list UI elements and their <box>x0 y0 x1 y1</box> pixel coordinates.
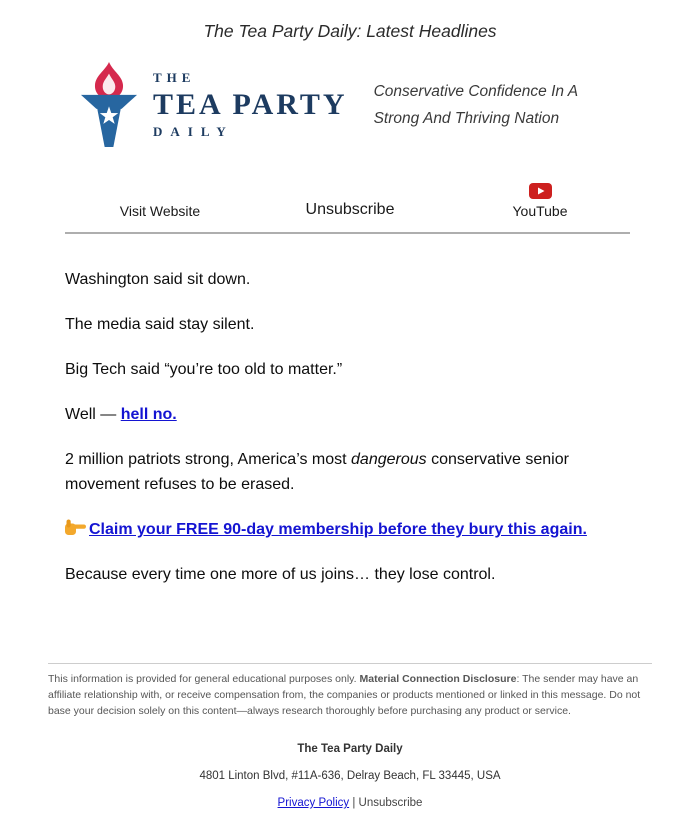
company-name: The Tea Party Daily <box>297 743 403 755</box>
nav-col-unsubscribe <box>255 201 445 219</box>
header <box>80 60 700 149</box>
logo-word-the: THE <box>153 69 196 85</box>
claim-membership-link[interactable]: Claim your FREE 90-day membership before they bury this again. <box>89 521 587 538</box>
tagline <box>374 78 578 132</box>
patriots-text-end: conservative senior movement refuses to be erased. <box>65 451 569 493</box>
logo <box>80 60 348 149</box>
patriots-text-start: 2 million patriots strong, America’s most <box>65 451 352 468</box>
youtube-icon[interactable] <box>529 183 552 199</box>
pointing-finger-icon <box>65 519 86 536</box>
torch-logo-icon <box>80 60 138 149</box>
paragraph-control: Because every time one more of us joins… they lose control. <box>65 566 496 583</box>
visit-website-link[interactable]: Visit Website <box>119 203 201 219</box>
tagline-line-2: Strong And Thriving Nation <box>373 109 560 127</box>
disclaimer <box>48 671 652 719</box>
nav-col-visit-website <box>65 203 255 219</box>
nav-col-youtube <box>445 183 635 219</box>
disclaimer-text-end: : The sender may have an affiliate relationship with, or receive compensation from, the companies or products mentioned or linked in this message. Do not base your decision solely on this content—always research thoroughly before purchasing any product or service. <box>48 673 641 717</box>
footer-links <box>48 797 652 809</box>
privacy-policy-link[interactable]: Privacy Policy <box>277 797 350 809</box>
paragraph-well <box>65 402 635 427</box>
page-title: The Tea Party Daily: Latest Headlines <box>203 21 497 41</box>
footer <box>48 663 652 809</box>
hell-no-link[interactable]: hell no. <box>120 406 177 423</box>
logo-word-daily: DAILY <box>153 123 234 139</box>
email-body <box>65 267 635 587</box>
company-address: 4801 Linton Blvd, #11A-636, Delray Beach, FL 33445, USA <box>199 770 501 782</box>
youtube-link[interactable]: YouTube <box>512 203 568 219</box>
cta-paragraph <box>65 517 635 542</box>
disclaimer-text-start: This information is provided for general educational purposes only. <box>48 673 360 685</box>
well-prefix-text: Well — <box>65 406 121 423</box>
logo-text <box>153 70 348 140</box>
nav-divider <box>65 232 630 234</box>
unsubscribe-link[interactable]: Unsubscribe <box>305 201 395 218</box>
paragraph-patriots <box>65 447 635 497</box>
footer-unsubscribe-link[interactable]: Unsubscribe <box>358 797 423 809</box>
tagline-line-1: Conservative Confidence In A <box>373 82 579 100</box>
paragraph-bigtech: Big Tech said “you’re too old to matter.” <box>65 361 343 378</box>
nav-bar <box>65 183 635 219</box>
dangerous-italic-text: dangerous <box>351 451 427 468</box>
footer-links-separator: | <box>349 797 359 809</box>
logo-word-teaparty: TEA PARTY <box>153 87 348 121</box>
paragraph-media: The media said stay silent. <box>65 316 255 333</box>
paragraph-washington: Washington said sit down. <box>65 271 251 288</box>
disclaimer-bold-text: Material Connection Disclosure <box>359 673 517 685</box>
